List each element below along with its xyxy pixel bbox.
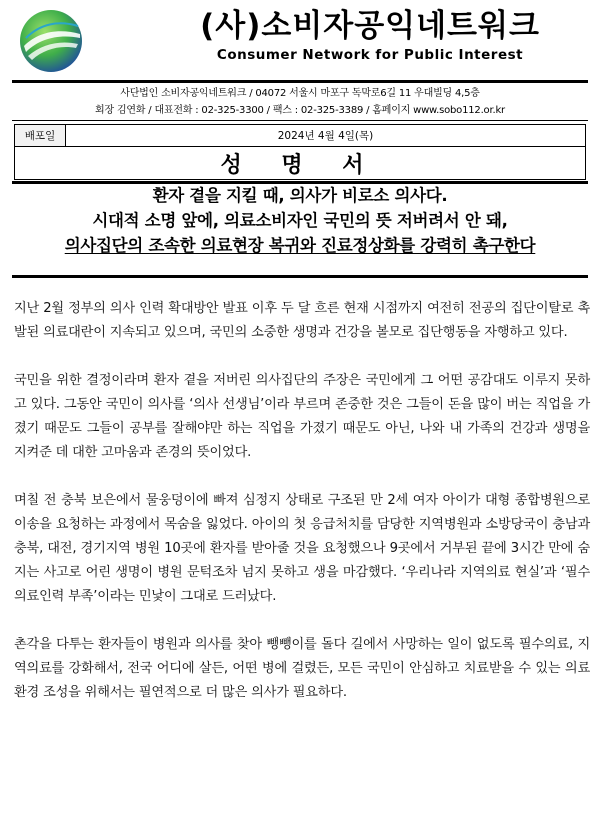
- organization-address: 사단법인 소비자공익네트워크 / 04072 서울시 마포구 독막로6길 11 우대빌딩 4,5층: [120, 88, 480, 99]
- body-paragraph-1: 지난 2월 정부의 의사 인력 확대방안 발표 이후 두 달 흐른 현재 시점까지 여전히 전공의 집단이탈로 촉발된 의료대란이 지속되고 있으며, 국민의 소중한 생명과 건강을 볼모로 집단행동을 자행하고 있다.: [14, 301, 590, 340]
- body-paragraph-4: 촌각을 다투는 환자들이 병원과 의사를 찾아 뺑뺑이를 돌다 길에서 사망하는 일이 없도록 필수의료, 지역의료를 강화해서, 전국 어디에 살든, 어떤 병에 걸렸든, 모든 국민이 안심하고 치료받을 수 있는 의료환경 조성을 위해서는 필연적으로 더 많은 의사가 필요하다.: [14, 637, 590, 700]
- release-date-label: 배포일: [15, 125, 66, 146]
- body-paragraph-3: 며칠 전 충북 보은에서 물웅덩이에 빠져 심정지 상태로 구조된 만 2세 여자 아이가 대형 종합병원으로 이송을 요청하는 과정에서 목숨을 잃었다. 아이의 첫 응급처치를 담당한 지역병원과 소방당국이 충남과 충북, 대전, 경기지역 병원 10곳에 환자를 받아줄 것을 요청했으나 9곳에서 거부된 끝에 3시간 만에 숨지는 사고로 어린 생명이 병원 문턱조차 넘지 못하고 생을 마감했다. ‘우리나라 지역의료 현실’과 ‘필수의료인력 부족’이라는 민낯이 그대로 드러났다.: [14, 493, 590, 604]
- header-divider-thin: [12, 120, 588, 121]
- headline-line-3: 의사집단의 조속한 의료현장 복귀와 진료정상화를 강력히 촉구한다: [64, 236, 536, 255]
- statement-body: [14, 297, 590, 729]
- release-info-table: [14, 124, 586, 180]
- headline-line-2: 시대적 소명 앞에, 의료소비자인 국민의 뜻 저버려서 안 돼,: [92, 211, 508, 230]
- body-divider: [12, 275, 588, 278]
- organization-name-english: Consumer Network for Public Interest: [216, 47, 524, 63]
- headline-line-1: 환자 곁을 지킬 때, 의사가 비로소 의사다.: [152, 186, 448, 205]
- document-type-title: 성 명 서: [220, 152, 380, 178]
- body-paragraph-2: 국민을 위한 결정이라며 환자 곁을 저버린 의사집단의 주장은 국민에게 그 어떤 공감대도 이루지 못하고 있다. 그동안 국민이 의사를 ‘의사 선생님’이라 부르며 존중한 것은 그들이 돈을 많이 버는 직업을 가졌기 때문도 그들이 공부를 잘해야만 하는 직업을 가졌기 때문도 아닌, 나와 내 가족의 건강과 생명을 지켜준 데 대한 고마움과 존경의 뜻이었다.: [14, 373, 590, 460]
- header-divider-thick: [12, 80, 588, 83]
- organization-contact: 회장 김연화 / 대표전화 : 02-325-3300 / 팩스 : 02-325-3389 / 홈페이지 www.sobo112.or.kr: [95, 105, 505, 116]
- headline-block: [12, 183, 588, 258]
- release-date-value: 2024년 4월 4일(목): [277, 130, 374, 142]
- organization-logo-icon: [18, 8, 84, 74]
- organization-name: (사)소비자공익네트워크: [200, 8, 540, 44]
- letterhead: [0, 0, 600, 83]
